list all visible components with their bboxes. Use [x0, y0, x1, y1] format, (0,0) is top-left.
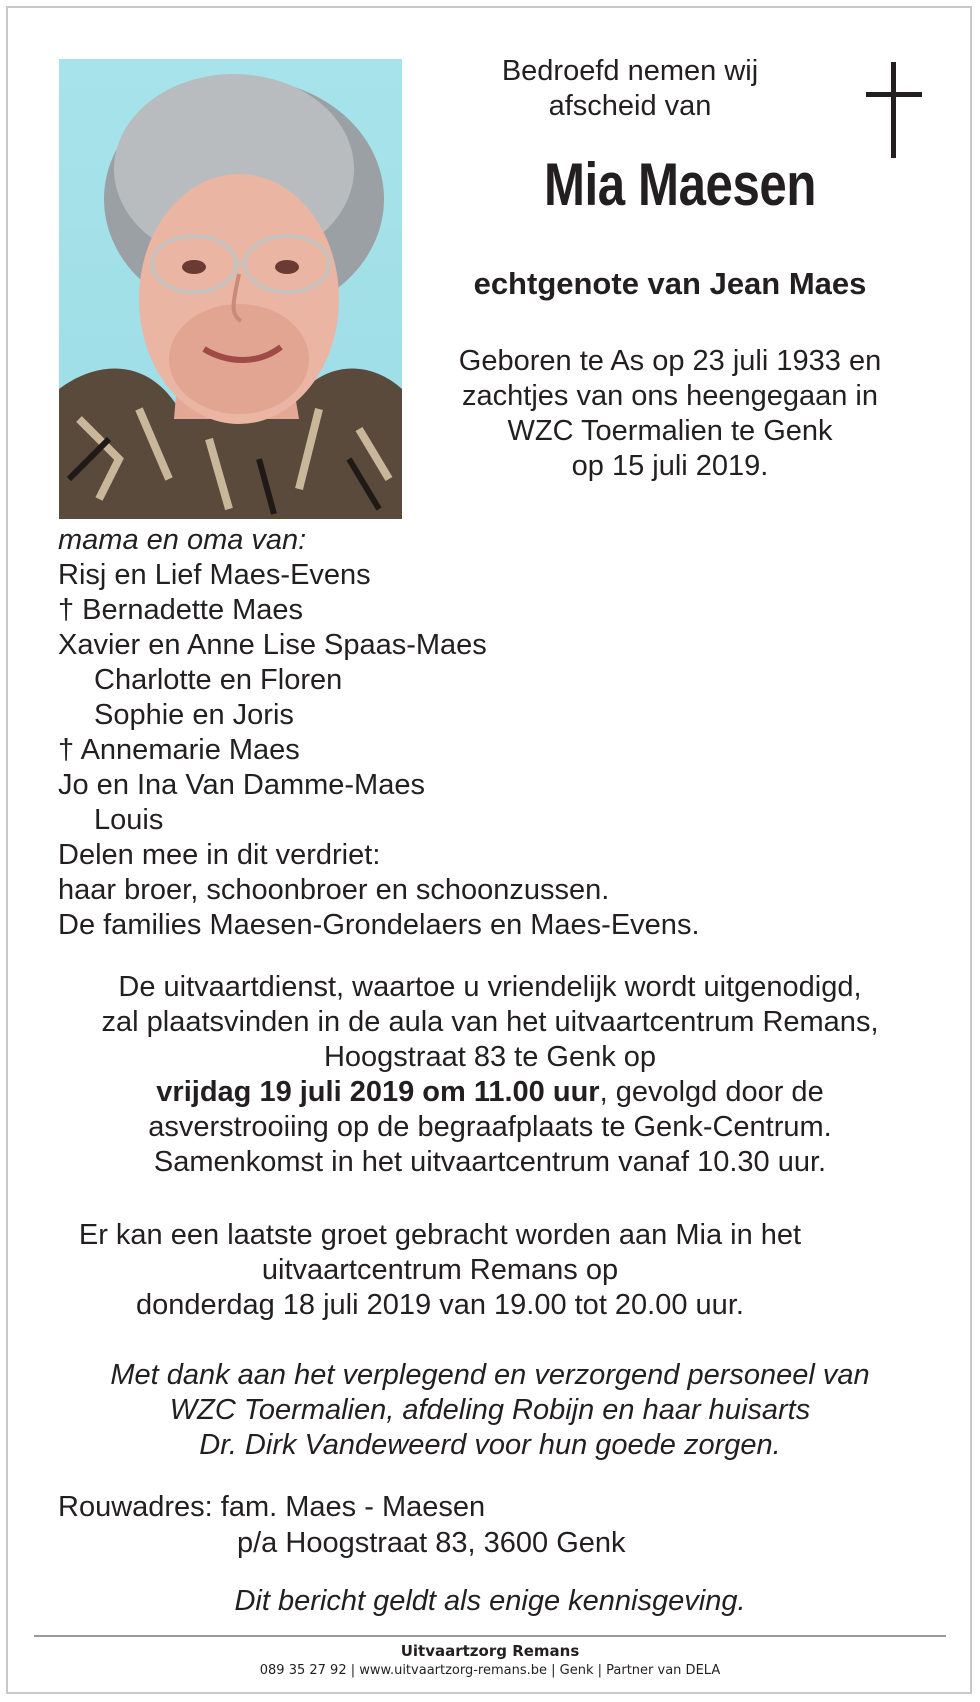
birth-line-4: op 15 juli 2019. [571, 450, 769, 482]
birth-line-1: Geboren te As op 23 juli 1933 en [458, 345, 882, 377]
portrait-illustration [59, 59, 402, 519]
visit-line-1: Er kan een laatste groet gebracht worden aan Mia in het [78, 1219, 802, 1251]
deceased-name: Mia Maesen [543, 151, 817, 218]
list-item: Louis [94, 804, 164, 836]
service-line-4 [40, 1075, 940, 1110]
visitation-details [40, 1218, 840, 1323]
service-line-2: zal plaatsvinden in de aula van het uitvaartcentrum Remans, [101, 1006, 879, 1038]
birth-line-3: WZC Toermalien te Genk [507, 415, 833, 447]
birth-details [420, 344, 920, 484]
service-date-time: vrijdag 19 juli 2019 om 11.00 uur [156, 1076, 600, 1108]
spouse-line: echtgenote van Jean Maes [473, 266, 867, 301]
list-item: Jo en Ina Van Damme-Maes [58, 769, 425, 801]
cross-icon [866, 62, 922, 158]
notice-line: Dit bericht geldt als enige kennisgeving. [234, 1585, 746, 1617]
visit-line-2: uitvaartcentrum Remans op [261, 1254, 619, 1286]
thanks-line-3: Dr. Dirk Vandeweerd voor hun goede zorgen. [199, 1429, 781, 1461]
footer-company: Uitvaartzorg Remans [400, 1642, 580, 1660]
service-line-3: Hoogstraat 83 te Genk op [323, 1041, 657, 1073]
list-item: Xavier en Anne Lise Spaas-Maes [58, 629, 487, 661]
mourning-address-line-2: p/a Hoogstraat 83, 3600 Genk [237, 1527, 626, 1559]
mourning-address: Rouwadres: fam. Maes - Maesen [58, 1491, 486, 1523]
footer-contact: 089 35 27 92 | www.uitvaartzorg-remans.be | Genk | Partner van DELA [259, 1663, 721, 1678]
intro-line-2: afscheid van [548, 90, 712, 122]
thanks-line-2: WZC Toermalien, afdeling Robijn en haar huisarts [169, 1394, 811, 1426]
thanks-message [40, 1358, 940, 1463]
service-line-5: asverstrooiing op de begraafplaats te Genk-Centrum. [148, 1111, 832, 1143]
birth-line-2: zachtjes van ons heengegaan in [462, 380, 878, 412]
funeral-service-details [40, 970, 940, 1180]
visit-line-3: donderdag 18 juli 2019 van 19.00 tot 20.00 uur. [136, 1289, 744, 1321]
list-item: Sophie en Joris [94, 699, 294, 731]
list-item: Risj en Lief Maes-Evens [58, 559, 371, 591]
family-heading: mama en oma van: [58, 524, 307, 556]
portrait-photo [59, 59, 402, 519]
family-list [58, 523, 700, 943]
list-item: haar broer, schoonbroer en schoonzussen. [58, 874, 610, 906]
service-line-4-rest: , gevolgd door de [599, 1076, 824, 1108]
service-line-6: Samenkomst in het uitvaartcentrum vanaf 10.30 uur. [153, 1146, 827, 1178]
list-item: Delen mee in dit verdriet: [58, 839, 381, 871]
intro-text [440, 54, 820, 124]
list-item: De families Maesen-Grondelaers en Maes-Evens. [58, 909, 700, 941]
list-item: Charlotte en Floren [94, 664, 343, 696]
service-line-1: De uitvaartdienst, waartoe u vriendelijk wordt uitgenodigd, [118, 971, 862, 1003]
intro-line-1: Bedroefd nemen wij [501, 55, 759, 87]
list-item: † Annemarie Maes [58, 734, 300, 766]
list-item: † Bernadette Maes [58, 594, 304, 626]
thanks-line-1: Met dank aan het verplegend en verzorgend personeel van [110, 1359, 870, 1391]
footer-divider [34, 1635, 946, 1637]
